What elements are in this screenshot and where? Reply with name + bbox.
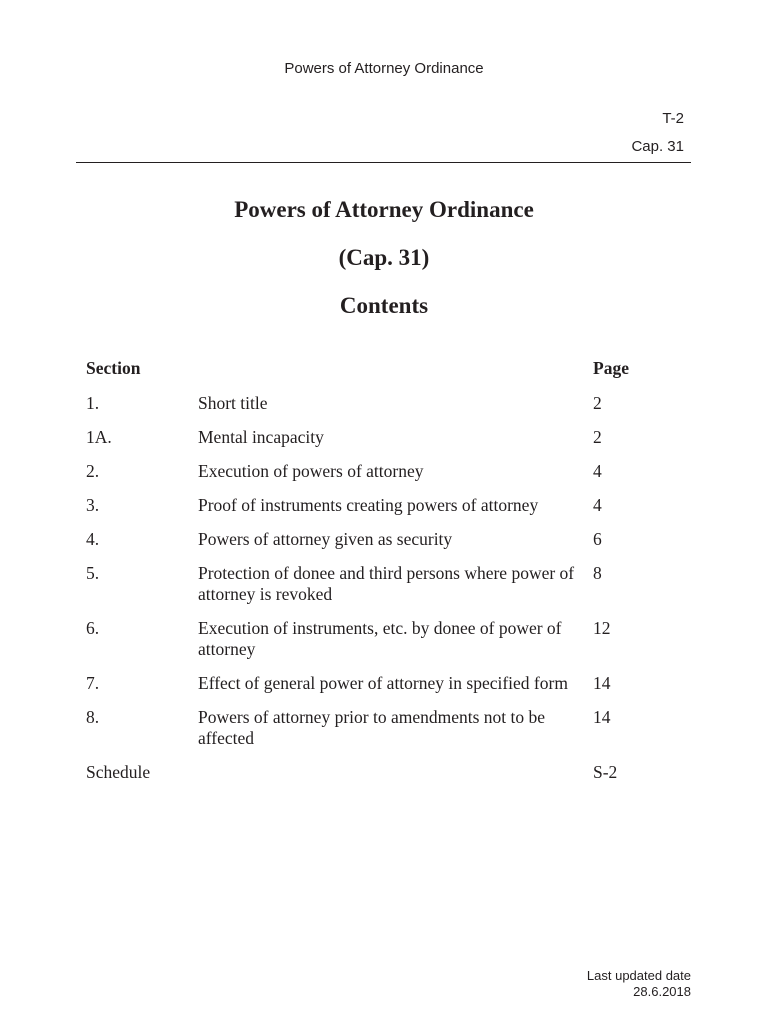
toc-column-page: Page [593,358,629,378]
toc-section-title: Powers of attorney given as security [198,529,453,549]
toc-section-number: Schedule [86,762,151,782]
document-title: Powers of Attorney Ordinance [234,197,534,222]
toc-section-title: Powers of attorney prior to amendments not to be affected [198,707,546,748]
toc-section-title: Protection of donee and third persons where power of attorney is revoked [198,563,575,604]
toc-section-title: Mental incapacity [198,427,324,447]
toc-page-number: 12 [593,618,611,638]
toc-section-number: 3. [86,495,100,515]
toc-section-number: 4. [86,529,100,549]
toc-row[interactable] [86,707,686,749]
toc-column-section: Section [86,358,141,378]
toc-page-number: S-2 [593,762,618,782]
toc-row[interactable] [86,461,686,482]
running-header-title: Powers of Attorney Ordinance [284,60,484,77]
toc-page-number: 2 [593,393,602,413]
toc-row[interactable] [86,529,686,550]
toc-page-number: 8 [593,563,602,583]
toc-row[interactable] [86,618,686,660]
toc-section-title: Effect of general power of attorney in specified form [198,673,568,693]
page-code: T-2 [662,110,684,127]
toc-section-title: Execution of powers of attorney [198,461,424,481]
toc-section-number: 2. [86,461,100,481]
toc-row[interactable] [86,673,686,694]
toc-page-number: 2 [593,427,602,447]
chapter-ref: Cap. 31 [631,138,684,155]
toc-header-row [86,358,686,379]
toc-section-title: Short title [198,393,268,413]
toc-section-number: 8. [86,707,100,727]
toc-row-schedule[interactable] [86,762,686,783]
footer-last-updated [587,968,691,1000]
toc-row[interactable] [86,495,686,516]
toc-row[interactable] [86,427,686,448]
toc-page-number: 14 [593,673,611,693]
toc-section-number: 1A. [86,427,112,447]
contents-heading: Contents [339,293,429,318]
toc-section-title: Execution of instruments, etc. by donee of power of attorney [198,618,562,659]
footer-label: Last updated date [586,968,691,983]
footer-date: 28.6.2018 [633,984,691,999]
toc-page-number: 4 [593,461,602,481]
header-rule [76,162,691,163]
toc-section-number: 6. [86,618,100,638]
toc-page-number: 14 [593,707,611,727]
toc-section-number: 1. [86,393,100,413]
toc-page-number: 6 [593,529,602,549]
toc-row[interactable] [86,393,686,414]
toc-section-number: 7. [86,673,100,693]
toc-section-title: Proof of instruments creating powers of attorney [198,495,539,515]
toc-section-number: 5. [86,563,100,583]
chapter-heading: (Cap. 31) [338,245,430,270]
toc-row[interactable] [86,563,686,605]
table-of-contents [86,358,686,796]
toc-page-number: 4 [593,495,602,515]
